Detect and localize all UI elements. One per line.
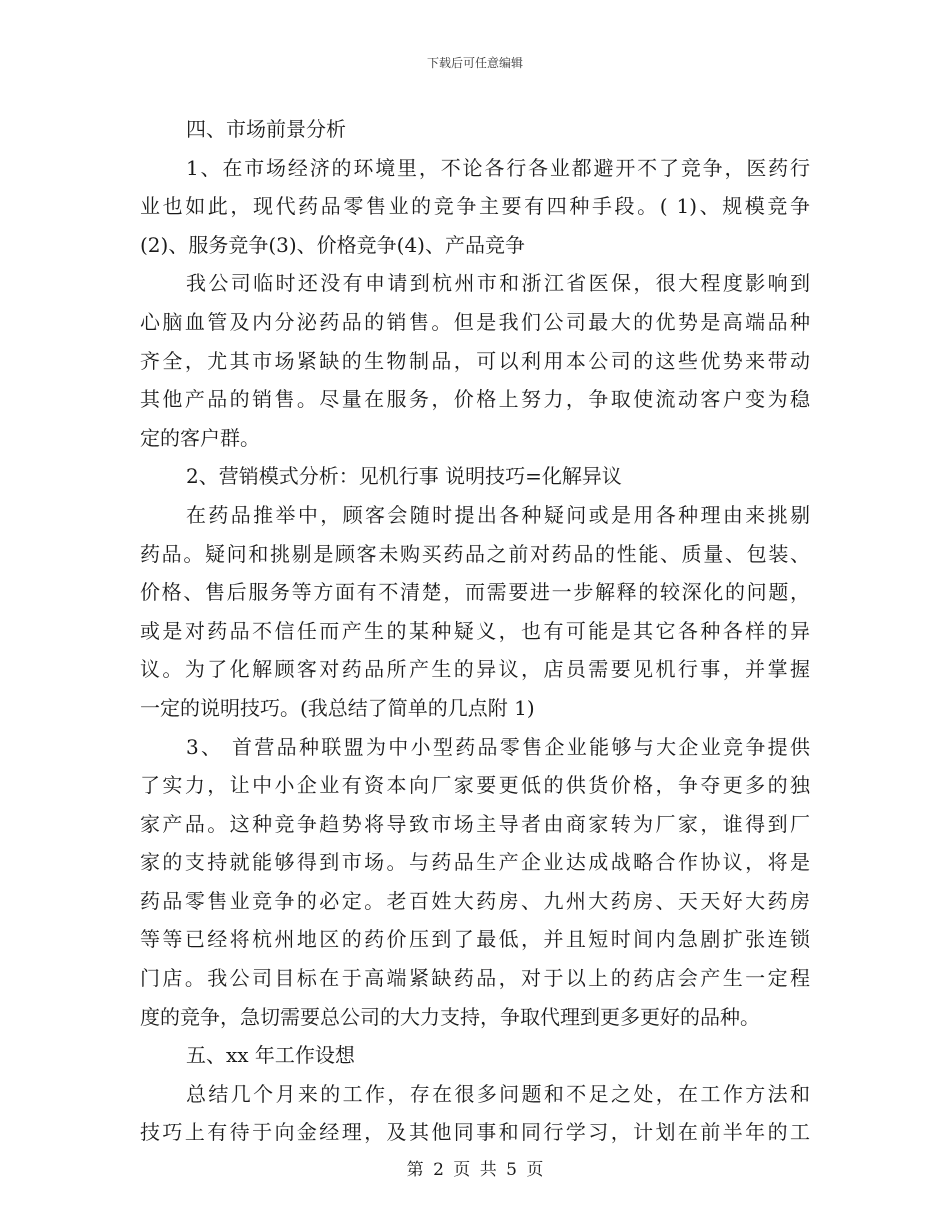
text-line: 齐全，尤其市场紧缺的生物制品，可以利用本公司的这些优势来带动 — [140, 348, 810, 373]
text-line: 药品零售业竞争的必定。老百姓大药房、九州大药房、天天好大药房 — [140, 888, 810, 913]
text-line: 议。为了化解顾客对药品所产生的异议，店员需要见机行事，并掌握 — [140, 657, 810, 682]
page-footer: 第 2 页 共 5 页 — [406, 1160, 544, 1180]
text-line: 其他产品的销售。尽量在服务，价格上努力，争取使流动客户变为稳 — [140, 387, 810, 412]
text-line: 五、xx 年工作设想 — [186, 1043, 355, 1068]
text-line: (2)、服务竞争(3)、价格竞争(4)、产品竞争 — [140, 232, 525, 257]
text-line: 药品。疑问和挑剔是顾客未购买药品之前对药品的性能、质量、包装、 — [140, 541, 810, 566]
text-line: 业也如此，现代药品零售业的竞争主要有四种手段。( 1)、规模竞争 — [140, 194, 810, 219]
text-line: 或是对药品不信任而产生的某种疑义，也有可能是其它各种各样的异 — [140, 618, 810, 643]
text-line: 我公司临时还没有申请到杭州市和浙江省医保，很大程度影响到 — [186, 271, 810, 296]
text-line: 一定的说明技巧。(我总结了简单的几点附 1) — [140, 695, 535, 720]
text-line: 度的竞争，急切需要总公司的大力支持，争取代理到更多更好的品种。 — [140, 1004, 760, 1029]
text-line: 门店。我公司目标在于高端紧缺药品，对于以上的药店会产生一定程 — [140, 966, 810, 991]
text-line: 家产品。这种竞争趋势将导致市场主导者由商家转为厂家，谁得到厂 — [140, 811, 810, 836]
text-line: 等等已经将杭州地区的药价压到了最低，并且短时间内急剧扩张连锁 — [140, 927, 810, 952]
text-line: 在药品推举中，顾客会随时提出各种疑问或是用各种理由来挑剔 — [186, 502, 810, 527]
text-line: 2、营销模式分析：见机行事 说明技巧=化解异议 — [186, 464, 622, 489]
page-header: 下载后可任意编辑 — [426, 56, 523, 70]
text-line: 定的客户群。 — [140, 425, 260, 450]
text-line: 技巧上有待于向金经理，及其他同事和同行学习，计划在前半年的工 — [140, 1120, 810, 1145]
text-line: 3、 首营品种联盟为中小型药品零售企业能够与大企业竞争提供 — [186, 734, 810, 759]
text-line: 家的支持就能够得到市场。与药品生产企业达成战略合作协议，将是 — [140, 850, 810, 875]
text-line: 1、在市场经济的环境里，不论各行各业都避开不了竞争，医药行 — [186, 155, 810, 180]
text-line: 总结几个月来的工作，存在很多问题和不足之处，在工作方法和 — [186, 1081, 810, 1106]
text-line: 心脑血管及内分泌药品的销售。但是我们公司最大的优势是高端品种 — [140, 309, 810, 334]
text-line: 了实力，让中小企业有资本向厂家要更低的供货价格，争夺更多的独 — [140, 773, 810, 798]
document-body — [140, 110, 810, 1152]
text-line: 四、市场前景分析 — [186, 117, 346, 141]
text-line: 价格、售后服务等方面有不清楚，而需要进一步解释的较深化的问题， — [140, 580, 810, 605]
